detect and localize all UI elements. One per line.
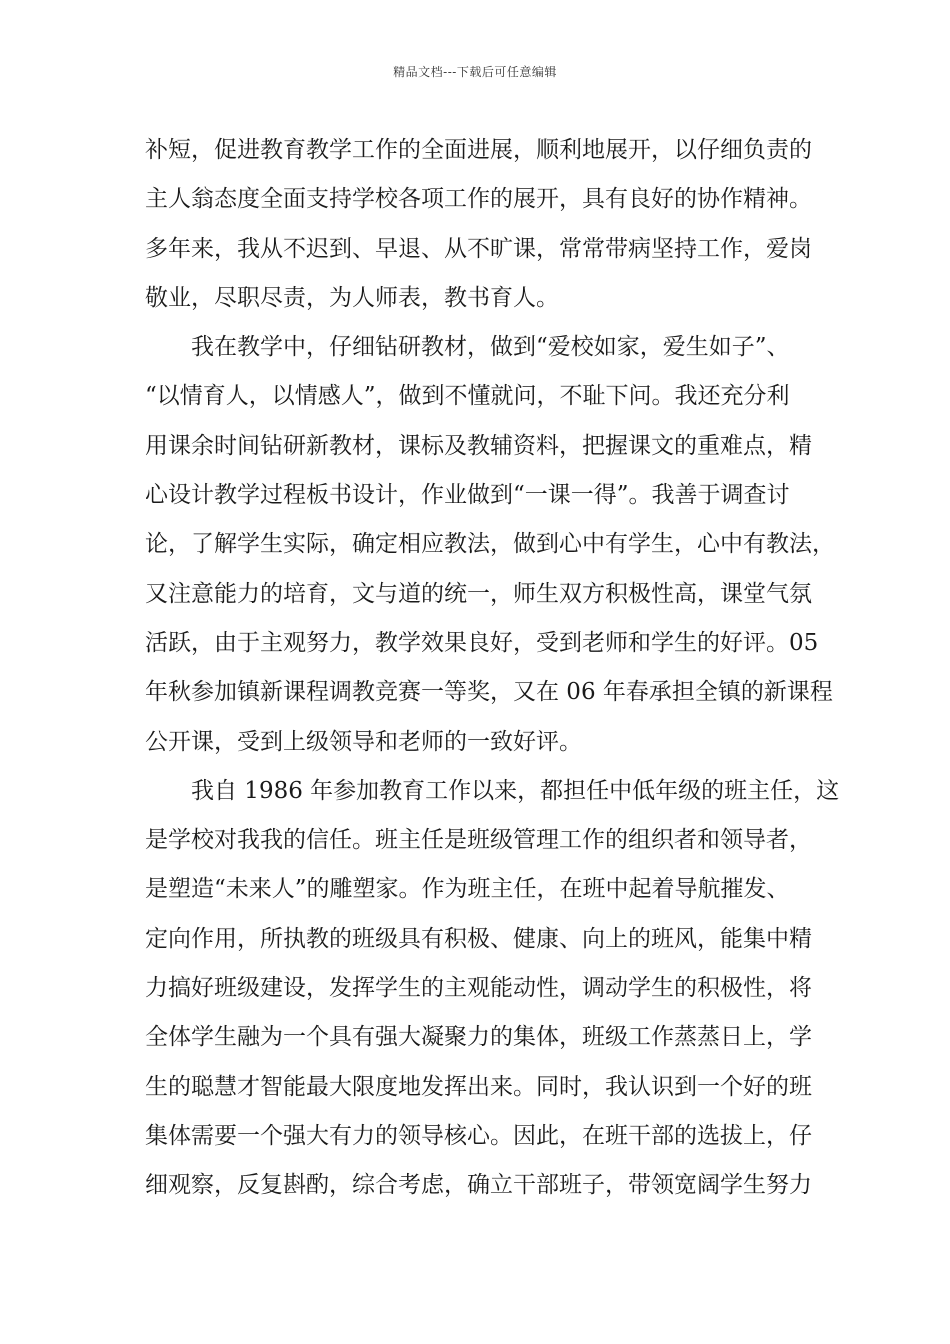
text-line: 用课余时间钻研新教材，课标及教辅资料，把握课文的重难点，精 (145, 432, 812, 459)
paragraph-1 (145, 126, 815, 323)
text-line: 是学校对我我的信任。班主任是班级管理工作的组织者和领导者， (145, 827, 812, 854)
text-line: 全体学生融为一个具有强大凝聚力的集体，班级工作蒸蒸日上，学 (145, 1024, 812, 1051)
text-line: 主人翁态度全面支持学校各项工作的展开，具有良好的协作精神。 (145, 186, 812, 213)
text-line: 力搞好班级建设，发挥学生的主观能动性，调动学生的积极性，将 (145, 975, 812, 1002)
text-line: 补短，促进教育教学工作的全面进展，顺利地展开，以仔细负责的 (145, 137, 812, 163)
text-line: 我在教学中，仔细钻研教材，做到“爱校如家，爱生如子”、 (191, 334, 790, 361)
document-body (145, 126, 840, 1211)
text-line: 定向作用，所执教的班级具有积极、健康、向上的班风，能集中精 (145, 925, 812, 952)
text-line: 生的聪慧才智能最大限度地发挥出来。同时，我认识到一个好的班 (145, 1073, 812, 1100)
paragraph-2 (145, 323, 835, 767)
text-line: 敬业，尽职尽责，为人师表，教书育人。 (145, 284, 559, 311)
text-line: 又注意能力的培育，文与道的统一，师生双方积极性高，课堂气氛 (145, 580, 812, 607)
text-line: 论，了解学生实际，确定相应教法，做到心中有学生，心中有教法， (145, 531, 835, 558)
text-line: 年秋参加镇新课程调教竞赛一等奖，又在 06 年春承担全镇的新课程 (145, 679, 833, 706)
text-line: 是塑造“未来人”的雕塑家。作为班主任，在班中起着导航摧发、 (145, 876, 790, 903)
text-line: 心设计教学过程板书设计，作业做到“一课一得”。我善于调查讨 (145, 482, 790, 509)
page-header: 精品文档---下载后可任意编辑 (393, 65, 557, 79)
paragraph-3 (145, 767, 840, 1211)
text-line: 活跃，由于主观努力，教学效果良好，受到老师和学生的好评。05 (145, 629, 819, 656)
text-line: 多年来，我从不迟到、早退、从不旷课，常常带病坚持工作，爱岗 (145, 235, 812, 262)
text-line: 我自 1986 年参加教育工作以来，都担任中低年级的班主任，这 (191, 777, 840, 804)
text-line: 细观察，反复斟酌，综合考虑，确立干部班子，带领宽阔学生努力 (145, 1172, 812, 1199)
text-line: 集体需要一个强大有力的领导核心。因此，在班干部的选拔上，仔 (145, 1122, 812, 1149)
text-line: 公开课，受到上级领导和老师的一致好评。 (145, 728, 582, 755)
text-line: “以情育人，以情感人”，做到不懂就问，不耻下问。我还充分利 (145, 383, 790, 410)
